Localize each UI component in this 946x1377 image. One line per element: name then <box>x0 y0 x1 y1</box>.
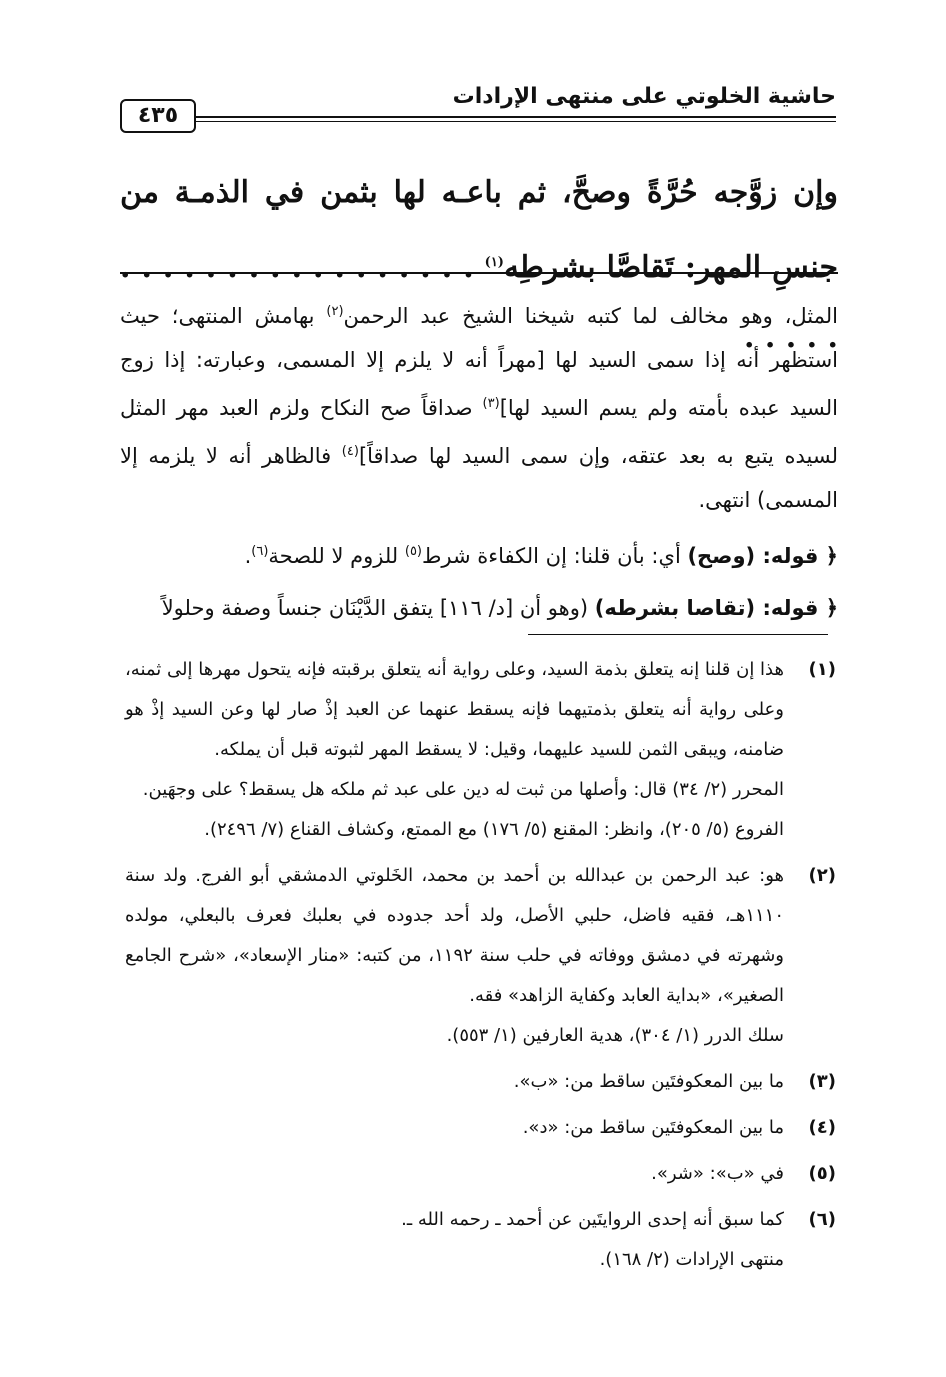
footnote-number: (٦) <box>808 1209 836 1230</box>
header-rule <box>195 116 836 122</box>
main-text-rule <box>120 272 838 274</box>
qawl-label: ﴿ قوله: (تقاصا بشرطه) <box>594 596 838 620</box>
footnote-1: (١) هذا إن قلنا إنه يتعلق بذمة السيد، وعلى رواية أنه يتعلق برقبته فإنه يتحول مهرها إلى ثمنه، وعلى رواية أنه يتعلق بذمتيهما فإنه يسقط عنهما عن العبد إذْ صار لها وعن السيد إذْ هو ضامنه، ويبقى الثمن للسيد عليهما، وقيل: لا يسقط المهر لثبوته قبل أن يملكه. المحرر (٢/ ٣٤) قال: وأصلها من ثبت له دين على عبد ثم ملكه هل يسقط؟ على وجهَين. الفروع (٥/ ٢٠٥)، وانظر: المقنع (٥/ ١٧٦) مع الممتع، وكشاف القناع (٧/ ٢٤٩٦). <box>125 650 836 850</box>
main-text-dots: . . . . . . . . . . . . . . . . . . . . . . <box>120 250 838 355</box>
page-number: ٤٣٥ <box>120 99 196 133</box>
footnote-ref-1[interactable]: (١) <box>484 255 504 270</box>
footnote-number: (٥) <box>808 1163 836 1184</box>
footnote-number: (٤) <box>808 1117 836 1138</box>
qawl-wasah: ﴿ قوله: (وصح) أي: بأن قلنا: إن الكفاءة شرط$^{(٥)}$ للزوم لا للصحة$^{(٦)}$. <box>244 544 838 568</box>
footnote-separator <box>528 634 828 635</box>
footnote-number: (٢) <box>808 865 836 886</box>
footnote-3: (٣) ما بين المعكوفتَين ساقط من: «ب». <box>125 1062 836 1102</box>
footnote-ref-4[interactable]: (٤) <box>341 444 359 459</box>
main-text-body: وإن زوَّجه حُرَّةً وصحَّ، ثم باعـه لها بثمن في الذمـة من جنسِ المهر: تَقاصَّا بشرطِه <box>120 175 838 285</box>
running-header-title: حاشية الخلوتي على منتهى الإرادات <box>452 84 836 109</box>
footnote-6: (٦) كما سبق أنه إحدى الروايتَين عن أحمد ـ رحمه الله ـ. منتهى الإرادات (٢/ ١٦٨). <box>125 1200 836 1280</box>
footnote-2: (٢) هو: عبد الرحمن بن عبدالله بن أحمد بن محمد، الخَلوتي الدمشقي أبو الفرج. ولد سنة ١١١٠هـ، فقيه فاضل، حلبي الأصل، ولد أحد جدوده في بعلبك فعرف بالبعلي، مولده وشهرته في دمشق ووفاته في حلب سنة ١١٩٢، من كتبه: «منار الإسعاد»، «شرح الجامع الصغير»، «بداية العابد وكفاية الزاهد» فقه. سلك الدرر (١/ ٣٠٤)، هدية العارفين (١/ ٥٥٣). <box>125 856 836 1056</box>
footnote-ref-5[interactable]: (٥) <box>404 544 422 559</box>
qawl-label: ﴿ قوله: (وصح) <box>687 544 838 568</box>
commentary-paragraph: المثل، وهو مخالف لما كتبه شيخنا الشيخ عبد الرحمن$^{(٢)}$ بهامش المنتهى؛ حيث استظهر أنه إذا سمى السيد لها [مهراً أنه لا يلزم إلا المسمى، وعبارته: إذا زوج السيد عبده بأمته ولم يسم السيد لها]$^{(٣)}$ صداقاً صح النكاح ولزم العبد مهر المثل لسيده يتبع به بعد عتقه، وإن سمى السيد لها صداقاً]$^{(٤)}$ فالظاهر أنه لا يلزمه إلا المسمى) انتهى. <box>120 304 839 512</box>
commentary <box>120 290 838 630</box>
footnote-ref-2[interactable]: (٢) <box>326 304 344 319</box>
qawl-taqasa: ﴿ قوله: (تقاصا بشرطه) (وهو أن [د/ ١١٦] يتفق الدَّيْنَان جنساً وصفة وحلولاً <box>161 596 838 620</box>
footnote-5: (٥) في «ب»: «شر». <box>125 1154 836 1194</box>
footnotes <box>125 650 836 1286</box>
footnote-ref-6[interactable]: (٦) <box>251 544 269 559</box>
footnote-4: (٤) ما بين المعكوفتَين ساقط من: «د». <box>125 1108 836 1148</box>
footnote-number: (١) <box>808 659 836 680</box>
footnote-ref-3[interactable]: (٣) <box>482 396 500 411</box>
footnote-number: (٣) <box>808 1071 836 1092</box>
